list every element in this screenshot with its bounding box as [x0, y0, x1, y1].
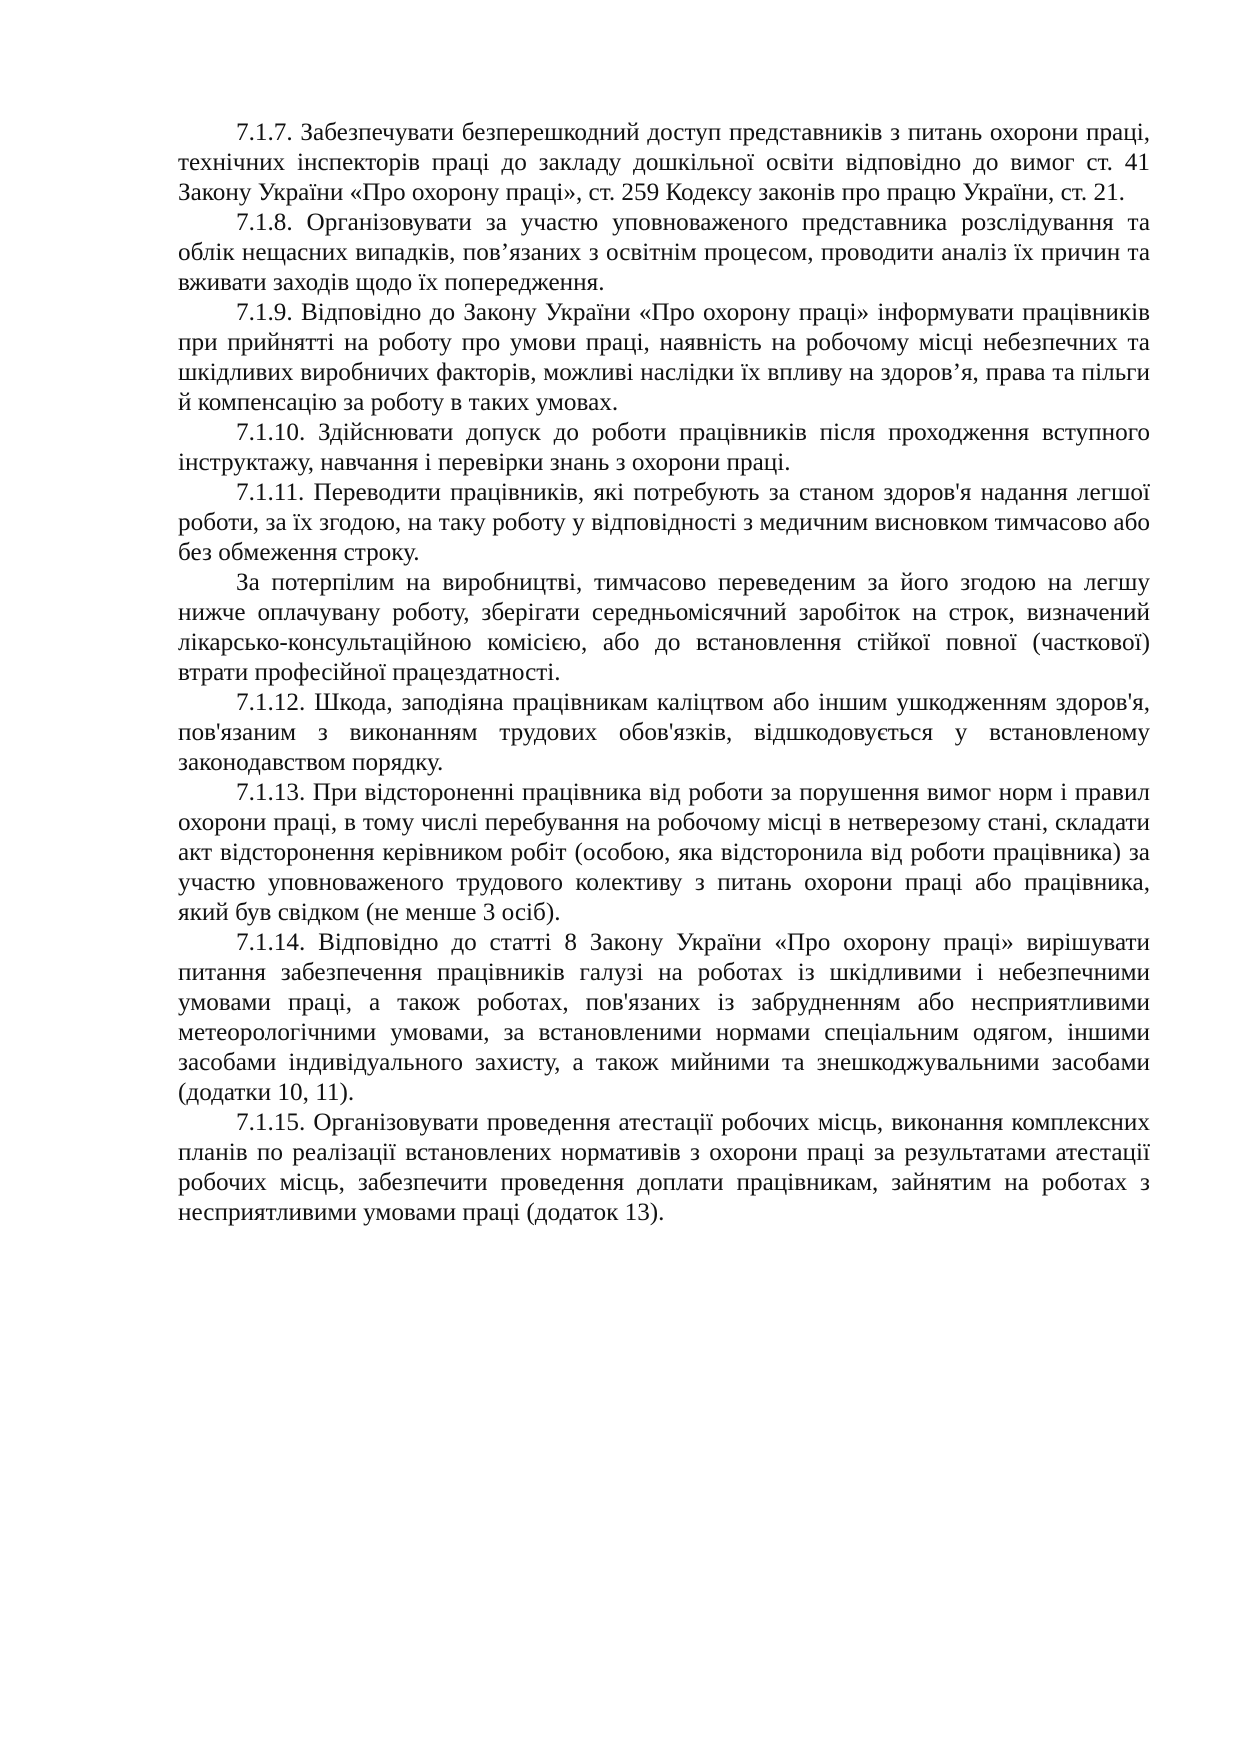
- paragraph-text: За потерпілим на виробництві, тимчасово переведеним за його згодою на легшу нижче оплачувану роботу, зберігати середньомісячний заробіток на строк, визначений лікарсько-консультаційною комісією, або до встановлення стійкої повної (часткової) втрати професійної працездатності.: [178, 569, 1150, 686]
- document-page: [178, 118, 1150, 1228]
- paragraph-7-1-7: [178, 118, 1150, 208]
- paragraph-number: 7.1.10.: [236, 419, 306, 446]
- paragraph-7-1-15: [178, 1108, 1150, 1228]
- paragraph-text: Переводити працівників, які потребують за станом здоров'я надання легшої роботи, за їх згодою, на таку роботу у відповідності з медичним висновком тимчасово або без обмеження строку.: [178, 479, 1150, 566]
- paragraph-7-1-10: [178, 418, 1150, 478]
- paragraph-7-1-12: [178, 688, 1150, 778]
- paragraph-number: 7.1.12.: [236, 689, 306, 716]
- paragraph-text: Відповідно до статті 8 Закону України «Про охорону праці» вирішувати питання забезпечення працівників галузі на роботах із шкідливими і небезпечними умовами праці, а також роботах, пов'язаних із забрудненням або несприятливими метеорологічними умовами, за встановленими нормами спеціальним одягом, іншими засобами індивідуального захисту, а також мийними та знешкоджувальними засобами (додатки 10, 11).: [178, 929, 1150, 1106]
- paragraph-text: Організовувати за участю уповноваженого представника розслідування та облік нещасних випадків, пов’язаних з освітнім процесом, проводити аналіз їх причин та вживати заходів щодо їх попередження.: [178, 209, 1151, 296]
- paragraph-7-1-9: [178, 298, 1150, 418]
- paragraph-7-1-11: [178, 478, 1150, 568]
- paragraph-7-1-11-continuation: [178, 568, 1150, 688]
- paragraph-text: Відповідно до Закону України «Про охорону праці» інформувати працівників при прийнятті на роботу про умови праці, наявність на робочому місці небезпечних та шкідливих виробничих факторів, можливі наслідки їх впливу на здоров’я, права та пільги й компенсацію за роботу в таких умовах.: [178, 299, 1150, 416]
- paragraph-number: 7.1.13.: [236, 779, 306, 806]
- paragraph-text: Забезпечувати безперешкодний доступ представників з питань охорони праці, технічних інспекторів праці до закладу дошкільної освіти відповідно до вимог ст. 41 Закону України «Про охорону праці», ст. 259 Кодексу законів про працю України, ст. 21.: [178, 119, 1151, 206]
- paragraph-number: 7.1.8.: [236, 209, 293, 236]
- paragraph-number: 7.1.7.: [236, 119, 293, 146]
- paragraph-text: Організовувати проведення атестації робочих місць, виконання комплексних планів по реалізації встановлених нормативів з охорони праці за результатами атестації робочих місць, забезпечити проведення доплати працівникам, зайнятим на роботах з несприятливими умовами праці (додаток 13).: [178, 1109, 1150, 1226]
- paragraph-number: 7.1.9.: [236, 299, 293, 326]
- paragraph-7-1-14: [178, 928, 1150, 1108]
- paragraph-7-1-8: [178, 208, 1150, 298]
- paragraph-text: При відстороненні працівника від роботи за порушення вимог норм і правил охорони праці, в тому числі перебування на робочому місці в нетверезому стані, складати акт відсторонення керівником робіт (особою, яка відсторонила від роботи працівника) за участю уповноваженого трудового колективу з питань охорони праці або працівника, який був свідком (не менше 3 осіб).: [178, 779, 1150, 926]
- paragraph-text: Шкода, заподіяна працівникам каліцтвом або іншим ушкодженням здоров'я, пов'язаним з виконанням трудових обов'язків, відшкодовується у встановленому законодавством порядку.: [178, 689, 1150, 776]
- paragraph-7-1-13: [178, 778, 1150, 928]
- paragraph-number: 7.1.14.: [236, 929, 306, 956]
- paragraph-number: 7.1.11.: [236, 479, 305, 506]
- paragraph-text: Здійснювати допуск до роботи працівників після проходження вступного інструктажу, навчання і перевірки знань з охорони праці.: [178, 419, 1150, 476]
- paragraph-number: 7.1.15.: [236, 1109, 306, 1136]
